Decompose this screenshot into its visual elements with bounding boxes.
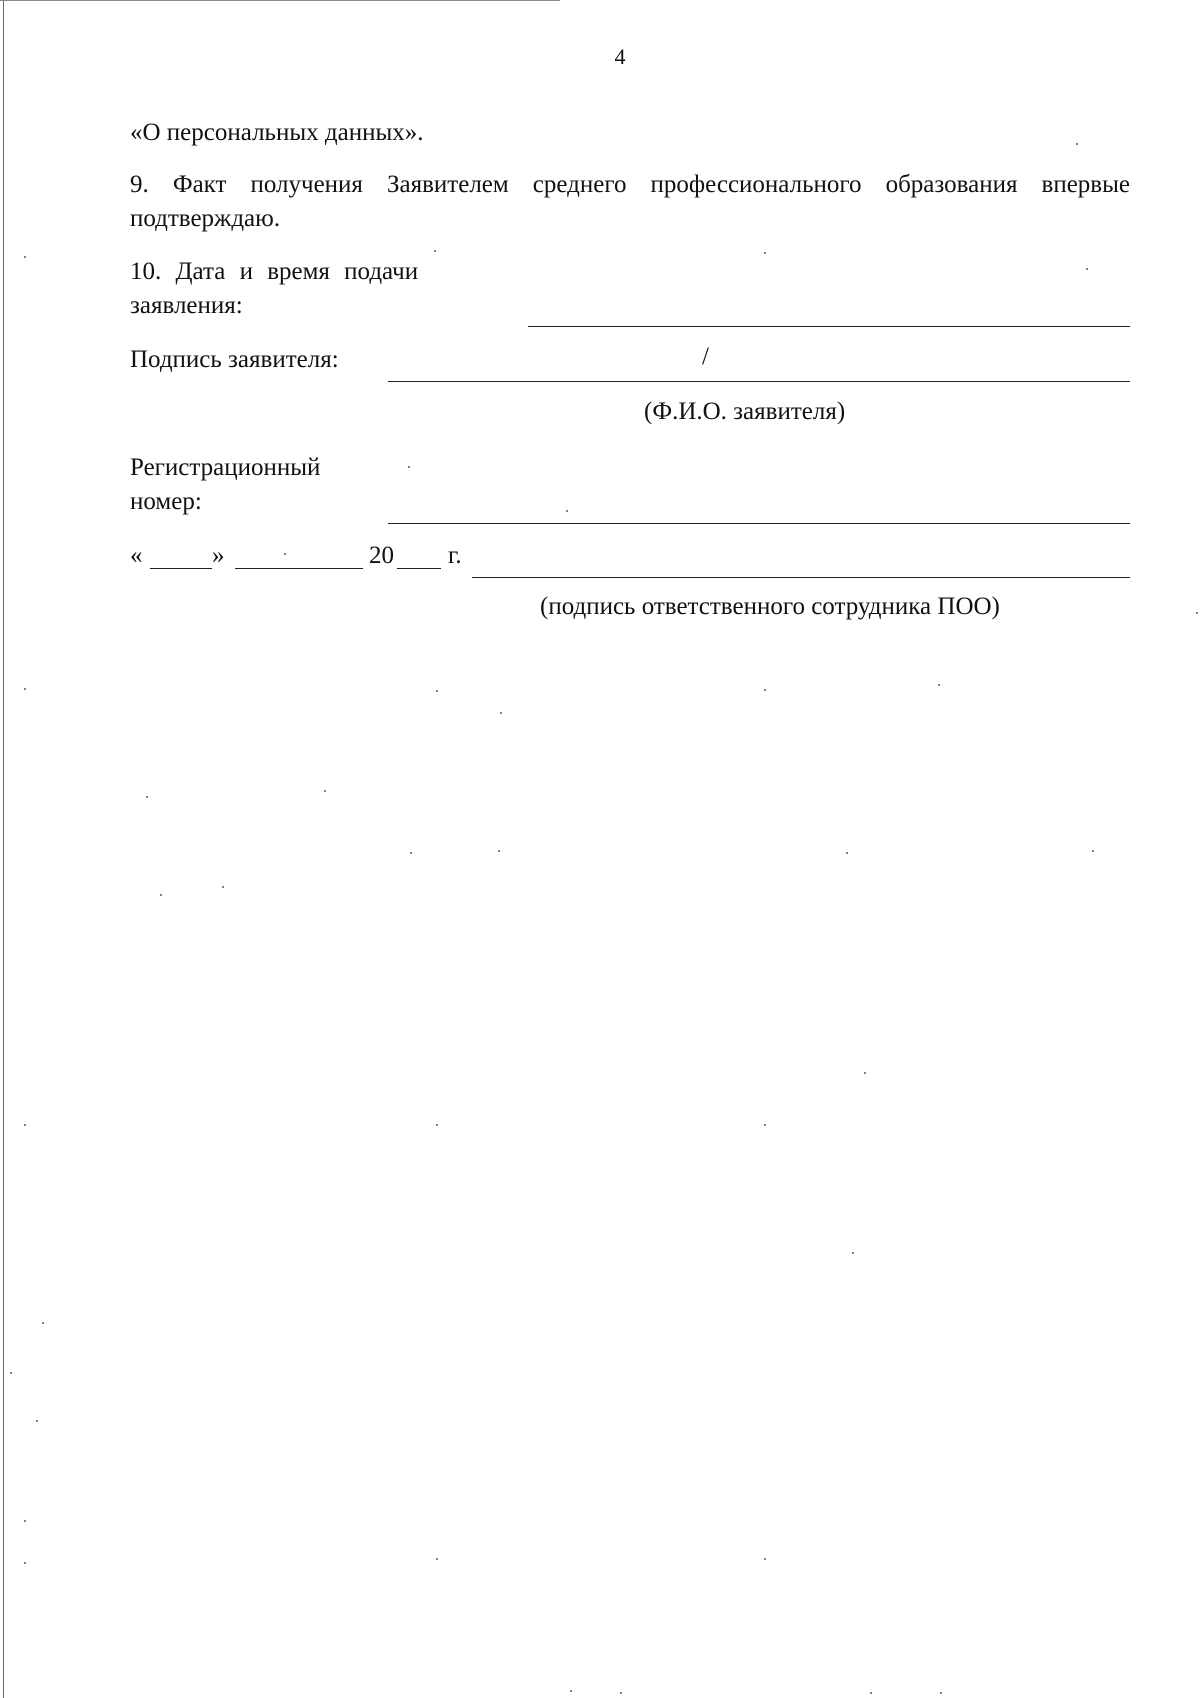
scan-speck (284, 553, 286, 555)
applicant-name-caption: (Ф.И.О. заявителя) (644, 398, 846, 425)
scan-speck (938, 684, 940, 686)
scan-speck (410, 852, 412, 854)
submission-date-line[interactable] (528, 326, 1130, 327)
scan-speck (42, 1322, 44, 1324)
scan-left-edge (3, 0, 4, 1698)
scan-speck (146, 796, 148, 798)
registration-number-line[interactable] (388, 523, 1130, 524)
registration-number-label-line1: Регистрационный (130, 454, 321, 481)
scan-speck (1076, 143, 1078, 145)
scan-speck (566, 510, 568, 512)
scan-speck (24, 1520, 26, 1522)
date-century: 20 (369, 542, 394, 569)
date-day-line[interactable] (150, 568, 212, 569)
scan-speck (570, 1690, 572, 1692)
scan-speck (500, 712, 502, 714)
date-year-line[interactable] (397, 568, 441, 569)
staff-signature-line[interactable] (472, 577, 1130, 578)
scan-speck (436, 1124, 438, 1126)
scan-speck (222, 886, 224, 888)
scan-speck (10, 1372, 12, 1374)
scan-speck (160, 894, 162, 896)
scan-speck (764, 1124, 766, 1126)
signature-separator-slash: / (702, 343, 709, 370)
scan-speck (434, 250, 436, 252)
scan-speck (852, 1252, 854, 1254)
item-10-label-line2: заявления: (130, 292, 243, 319)
scan-speck (846, 852, 848, 854)
date-month-line[interactable] (235, 568, 363, 569)
date-close-quote: » (212, 542, 225, 569)
applicant-signature-label: Подпись заявителя: (130, 346, 339, 373)
scan-speck (24, 256, 26, 258)
scan-speck (24, 688, 26, 690)
scan-speck (764, 689, 766, 691)
page-number: 4 (614, 44, 626, 69)
item-10-label-line1: 10. Дата и время подачи (130, 258, 419, 285)
scan-speck (1086, 268, 1088, 270)
scan-speck (1196, 612, 1198, 614)
scan-speck (1092, 850, 1094, 852)
scan-speck (408, 466, 410, 468)
applicant-signature-line[interactable] (388, 381, 1130, 382)
scan-speck (36, 1420, 38, 1422)
scan-speck (24, 1562, 26, 1564)
scan-speck (24, 1124, 26, 1126)
scan-speck (324, 790, 326, 792)
scan-speck (764, 1558, 766, 1560)
scan-speck (620, 1692, 622, 1694)
scan-top-edge (0, 0, 560, 1)
scan-speck (940, 1692, 942, 1694)
date-open-quote: « (130, 542, 143, 569)
staff-signature-caption: (подпись ответственного сотрудника ПОО) (540, 593, 1000, 620)
date-year-suffix: г. (448, 542, 462, 569)
scan-speck (436, 1558, 438, 1560)
scan-speck (870, 1692, 872, 1694)
registration-number-label-line2: номер: (130, 488, 202, 515)
scan-speck (436, 690, 438, 692)
item-9-confirmation: 9. Факт получения Заявителем среднего профессионального образования впервые подтверждаю. (130, 171, 1130, 232)
scan-speck (864, 1072, 866, 1074)
scan-speck (498, 850, 500, 852)
scan-speck (764, 252, 766, 254)
consent-law-title: «О персональных данных». (130, 119, 424, 146)
